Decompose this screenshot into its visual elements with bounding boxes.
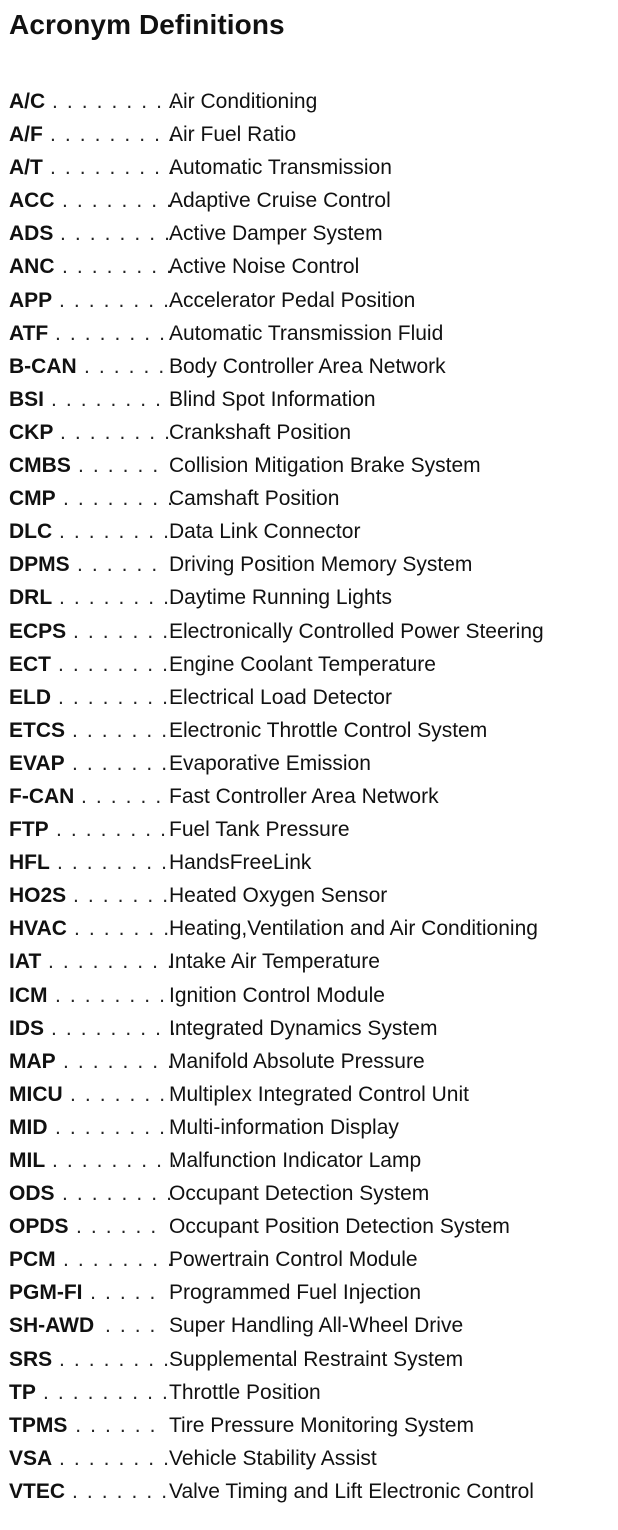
acronym-term: A/T: [9, 156, 43, 180]
acronym-row: [0, 217, 618, 250]
acronym-term: CKP: [9, 420, 54, 444]
acronym-term: IAT: [9, 950, 42, 974]
dot-leader: . . . . . . . . .: [51, 1016, 178, 1040]
acronym-definition: Blind Spot Information: [169, 387, 376, 411]
acronym-row: [0, 813, 618, 846]
acronym-definition: Integrated Dynamics System: [169, 1016, 438, 1040]
acronym-term: ECT: [9, 652, 51, 676]
acronym-term: DPMS: [9, 553, 70, 577]
acronym-row: [0, 1442, 618, 1475]
acronym-term: ANC: [9, 255, 55, 279]
acronym-row: [0, 581, 618, 614]
acronym-row: [0, 449, 618, 482]
acronym-definition: Occupant Position Detection System: [169, 1215, 510, 1239]
dot-leader: . . . . . . .: [70, 1082, 167, 1106]
acronym-definition: Camshaft Position: [169, 487, 340, 511]
acronym-term: PGM-FI: [9, 1281, 83, 1305]
acronym-row: [0, 747, 618, 780]
dot-leader: . . . .: [104, 1314, 157, 1338]
acronym-definition: Intake Air Temperature: [169, 950, 380, 974]
dot-leader: . . . . . . . .: [55, 983, 167, 1007]
acronym-row: [0, 945, 618, 978]
dot-leader: . . . . . . .: [73, 884, 170, 908]
acronym-row: [0, 85, 618, 118]
acronym-definition: Malfunction Indicator Lamp: [169, 1149, 422, 1172]
acronym-definition: Automatic Transmission Fluid: [169, 321, 444, 345]
acronym-row: [0, 714, 618, 747]
acronym-term: ECPS: [9, 619, 67, 643]
dot-leader: . . . . . . . .: [56, 818, 168, 842]
acronym-row: [0, 681, 618, 714]
acronym-term: TP: [9, 1380, 36, 1404]
dot-leader: . . . . . . . .: [60, 222, 172, 246]
dot-leader: . . . . . . . .: [60, 420, 172, 444]
acronym-term: VSA: [9, 1446, 53, 1470]
acronym-definition: Data Link Connector: [169, 520, 361, 544]
dot-leader: . . . . . . . .: [59, 586, 171, 610]
dot-leader: . . . . . . . .: [63, 1049, 175, 1073]
dot-leader: . . . . . . .: [74, 917, 171, 941]
acronym-term: DRL: [9, 586, 53, 610]
dot-leader: . . . . . . . .: [57, 851, 169, 875]
acronym-row: [0, 1111, 618, 1144]
dot-leader: . . . . . . . . .: [50, 123, 177, 147]
acronym-term: BSI: [9, 387, 45, 411]
acronym-row: [0, 383, 618, 416]
acronym-row: [0, 1177, 618, 1210]
acronym-definition: Active Damper System: [169, 222, 383, 246]
acronym-definition: Powertrain Control Module: [169, 1248, 418, 1272]
acronym-term: SRS: [9, 1347, 53, 1371]
acronym-term: ELD: [9, 685, 51, 709]
acronym-term: EVAP: [9, 751, 65, 775]
acronym-definition: Active Noise Control: [169, 255, 360, 279]
acronym-row: [0, 515, 618, 548]
acronym-term: FTP: [9, 818, 49, 842]
acronym-row: [0, 1012, 618, 1045]
acronym-term: OPDS: [9, 1215, 69, 1239]
acronym-row: [0, 1276, 618, 1309]
acronym-definition: Electronic Throttle Control System: [169, 718, 488, 742]
acronym-definition: Automatic Transmission: [169, 156, 392, 180]
acronym-row: [0, 184, 618, 217]
acronym-term: ACC: [9, 189, 55, 213]
acronym-definition: Fuel Tank Pressure: [169, 818, 350, 842]
dot-leader: . . . . . . . .: [62, 189, 174, 213]
dot-leader: . . . . . . . . .: [52, 90, 179, 113]
acronym-term: VTEC: [9, 1479, 66, 1503]
acronym-definition: HandsFreeLink: [169, 851, 312, 875]
dot-leader: . . . . . . . .: [58, 652, 170, 676]
dot-leader: . . . . . . . .: [55, 321, 167, 345]
acronym-row: [0, 350, 618, 383]
acronym-term: TPMS: [9, 1413, 68, 1437]
dot-leader: . . . . . . . . .: [51, 387, 178, 411]
acronym-row: [0, 482, 618, 515]
acronym-row: [0, 1210, 618, 1243]
dot-leader: . . . . . .: [77, 553, 159, 577]
dot-leader: . . . . . . . . .: [52, 1149, 179, 1172]
acronym-term: A/C: [9, 90, 46, 113]
acronym-definition: Air Fuel Ratio: [169, 123, 297, 147]
acronym-row: [0, 1144, 618, 1177]
acronym-row: [0, 1078, 618, 1111]
acronym-term: CMP: [9, 487, 56, 511]
acronym-term: F-CAN: [9, 784, 75, 808]
acronym-definition: Adaptive Cruise Control: [169, 189, 391, 213]
dot-leader: . . . . . . .: [72, 751, 169, 775]
acronym-row: [0, 317, 618, 350]
dot-leader: . . . . . . .: [73, 619, 170, 643]
acronym-row: [0, 1243, 618, 1276]
dot-leader: . . . . .: [90, 1281, 157, 1305]
acronym-definition: Accelerator Pedal Position: [169, 288, 416, 312]
dot-leader: . . . . . . .: [72, 718, 169, 742]
acronym-definition: Occupant Detection System: [169, 1182, 430, 1206]
dot-leader: . . . . . .: [76, 1215, 158, 1239]
acronym-row: [0, 615, 618, 648]
acronym-definition: Crankshaft Position: [169, 420, 352, 444]
acronym-definition: Fast Controller Area Network: [169, 784, 439, 808]
dot-leader: . . . . . .: [81, 784, 163, 808]
dot-leader: . . . . . . .: [72, 1479, 169, 1503]
dot-leader: . . . . . . . .: [59, 1347, 171, 1371]
acronym-row: [0, 879, 618, 912]
acronym-definition: Collision Mitigation Brake System: [169, 454, 481, 478]
acronym-term: CMBS: [9, 454, 71, 478]
acronym-row: [0, 416, 618, 449]
acronym-definition: Super Handling All-Wheel Drive: [169, 1314, 464, 1338]
acronym-term: SH-AWD: [9, 1314, 95, 1338]
acronym-definition: Manifold Absolute Pressure: [169, 1049, 425, 1073]
acronym-row: [0, 1045, 618, 1078]
acronym-term: ICM: [9, 983, 48, 1007]
dot-leader: . . . . . . . .: [63, 487, 175, 511]
acronym-row: [0, 250, 618, 283]
acronym-definition: Heated Oxygen Sensor: [169, 884, 388, 908]
dot-leader: . . . . . . . .: [62, 1182, 174, 1206]
acronym-row: [0, 846, 618, 879]
acronym-definition: Throttle Position: [169, 1380, 321, 1404]
dot-leader: . . . . . . . .: [59, 520, 171, 544]
dot-leader: . . . . . . . .: [58, 685, 170, 709]
acronym-term: ATF: [9, 321, 49, 345]
dot-leader: . . . . . .: [84, 354, 166, 378]
acronym-row: [0, 118, 618, 151]
acronym-definition: Evaporative Emission: [169, 751, 371, 775]
acronym-term: MAP: [9, 1049, 56, 1073]
acronym-term: HFL: [9, 851, 50, 875]
acronym-definition: Ignition Control Module: [169, 983, 385, 1007]
dot-leader: . . . . . . . .: [59, 288, 171, 312]
acronym-definition: Air Conditioning: [169, 90, 318, 113]
acronym-term: DLC: [9, 520, 53, 544]
acronym-row: [0, 780, 618, 813]
acronym-row: [0, 1409, 618, 1442]
acronym-term: ODS: [9, 1182, 55, 1206]
acronym-term: ETCS: [9, 718, 66, 742]
acronym-term: MICU: [9, 1082, 63, 1106]
dot-leader: . . . . . . . . .: [50, 156, 177, 180]
acronym-term: ADS: [9, 222, 54, 246]
acronym-term: MID: [9, 1115, 48, 1139]
dot-leader: . . . . . . . .: [55, 1115, 167, 1139]
page-title: Acronym Definitions: [9, 9, 285, 40]
acronym-term: APP: [9, 288, 53, 312]
acronym-row: [0, 979, 618, 1012]
acronym-definition: Driving Position Memory System: [169, 553, 473, 577]
acronym-definition: Heating,Ventilation and Air Conditioning: [169, 917, 538, 941]
dot-leader: . . . . . . . .: [62, 255, 174, 279]
acronym-definition: Vehicle Stability Assist: [169, 1446, 377, 1470]
acronym-term: A/F: [9, 123, 43, 147]
acronym-definition: Valve Timing and Lift Electronic Control: [169, 1479, 534, 1503]
acronym-definition: Electrical Load Detector: [169, 685, 392, 709]
acronym-row: [0, 912, 618, 945]
acronym-definition: Supplemental Restraint System: [169, 1347, 464, 1371]
acronym-term: B-CAN: [9, 354, 77, 378]
dot-leader: . . . . . .: [78, 454, 160, 478]
acronym-list: [0, 85, 618, 1508]
dot-leader: . . . . . . . . .: [43, 1380, 170, 1404]
acronym-definition: Engine Coolant Temperature: [169, 652, 436, 676]
acronym-term: IDS: [9, 1016, 45, 1040]
dot-leader: . . . . . . . .: [59, 1446, 171, 1470]
acronym-row: [0, 1343, 618, 1376]
dot-leader: . . . . . .: [75, 1413, 157, 1437]
acronym-term: HO2S: [9, 884, 67, 908]
acronym-definition: Daytime Running Lights: [169, 586, 392, 610]
acronym-definition: Electronically Controlled Power Steering: [169, 619, 544, 643]
acronym-row: [0, 648, 618, 681]
acronym-definition: Multi-information Display: [169, 1115, 399, 1139]
acronym-definition: Programmed Fuel Injection: [169, 1281, 422, 1305]
acronym-row: [0, 151, 618, 184]
acronym-definition: Body Controller Area Network: [169, 354, 446, 378]
acronym-definition: Multiplex Integrated Control Unit: [169, 1082, 469, 1106]
acronym-term: HVAC: [9, 917, 67, 941]
dot-leader: . . . . . . . . .: [48, 950, 175, 974]
acronym-definition: Tire Pressure Monitoring System: [169, 1413, 474, 1437]
acronym-row: [0, 284, 618, 317]
acronym-row: [0, 1376, 618, 1409]
acronym-row: [0, 548, 618, 581]
acronym-term: PCM: [9, 1248, 56, 1272]
acronym-row: [0, 1309, 618, 1342]
acronym-row: [0, 1475, 618, 1508]
dot-leader: . . . . . . . .: [63, 1248, 175, 1272]
acronym-term: MIL: [9, 1149, 46, 1172]
